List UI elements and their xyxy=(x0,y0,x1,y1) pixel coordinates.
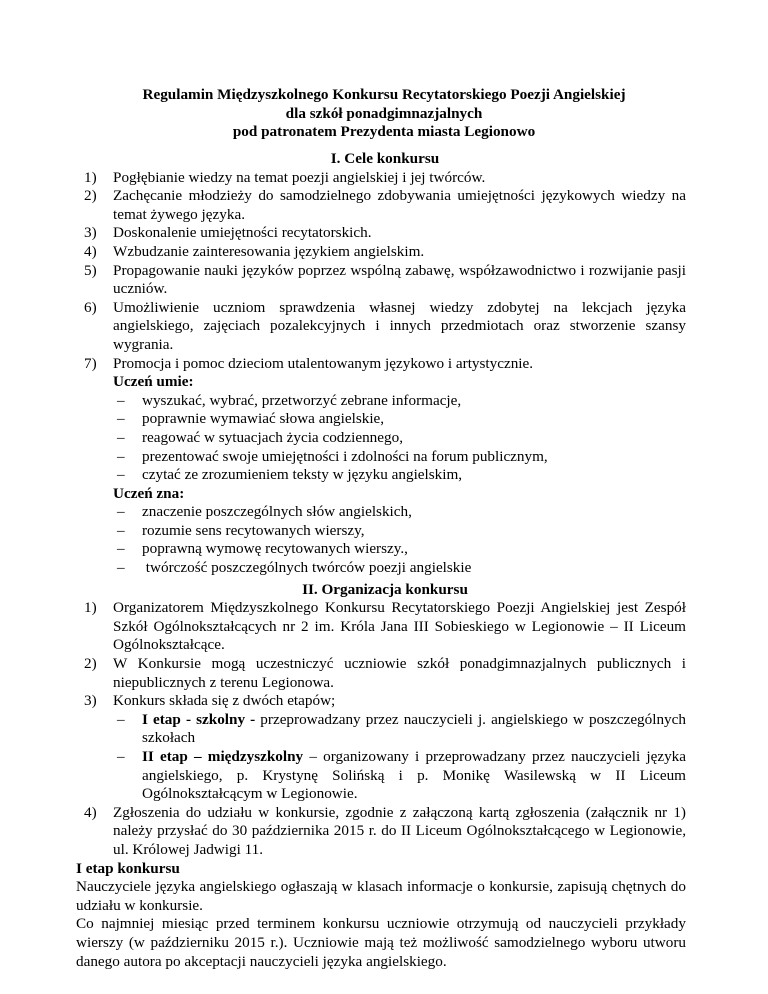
list-item-text: rozumie sens recytowanych wierszy, xyxy=(142,521,365,539)
organization-item xyxy=(84,804,686,860)
skills-list xyxy=(113,392,686,485)
item-text: Konkurs składa się z dwóch etapów; xyxy=(113,692,336,710)
organization-list xyxy=(84,599,686,859)
goal-item xyxy=(84,187,686,224)
stage-1-label: I etap - szkolny - xyxy=(142,710,256,728)
list-item-text: wyszukać, wybrać, przetworzyć zebrane informacje, xyxy=(142,391,462,409)
stage-item xyxy=(113,748,686,804)
item-text: Umożliwienie uczniom sprawdzenia własnej wiedzy zdobytej na lekcjach języka angielskiego, zajęciach pozalekcyjnych i innych przedmiotach oraz stworzenie szansy wygrania. xyxy=(113,298,686,353)
dash-bullet: – xyxy=(117,559,125,577)
document-title xyxy=(80,86,688,142)
item-number: 7) xyxy=(84,354,97,372)
section-heading-organization: II. Organizacja konkursu xyxy=(302,580,468,598)
dash-bullet: – xyxy=(117,521,125,539)
list-item xyxy=(113,559,686,578)
dash-bullet: – xyxy=(117,428,125,446)
list-item-text: reagować w sytuacjach życia codziennego, xyxy=(142,428,404,446)
list-item-text: twórczość poszczególnych twórców poezji angielskie xyxy=(142,559,472,577)
dash-bullet: – xyxy=(117,540,125,558)
dash-bullet: – xyxy=(117,710,125,728)
item-number: 2) xyxy=(84,187,97,205)
item-number: 3) xyxy=(84,224,97,242)
dash-bullet: – xyxy=(117,748,125,765)
stage-item xyxy=(113,711,686,748)
dash-bullet: – xyxy=(117,391,125,409)
item-text: Zachęcanie młodzieży do samodzielnego zdobywania umiejętności językowych wiedzy na temat żywego języka. xyxy=(113,187,686,223)
item-text: Promocja i pomoc dzieciom utalentowanym językowo i artystycznie. xyxy=(113,354,534,372)
item-text: Pogłębianie wiedzy na temat poezji angielskiej i jej twórców. xyxy=(113,168,486,186)
stage-1-paragraph-1: Nauczyciele języka angielskiego ogłaszają w klasach informacje o konkursie, zapisują chętnych do udziału w konkursie. xyxy=(76,878,686,914)
goal-item xyxy=(84,299,686,355)
list-item xyxy=(113,392,686,411)
item-number: 1) xyxy=(84,168,97,186)
stage-1-heading: I etap konkursu xyxy=(76,859,180,877)
item-number: 4) xyxy=(84,803,97,821)
item-number: 6) xyxy=(84,298,97,316)
stage-2-label: II etap – międzyszkolny xyxy=(142,748,304,765)
section-heading-goals: I. Cele konkursu xyxy=(330,150,440,167)
list-item xyxy=(113,503,686,522)
list-item-text: czytać ze zrozumieniem teksty w języku angielskim, xyxy=(142,466,463,484)
stage-2-text: – organizowany i przeprowadzany przez nauczycieli języka angielskiego, p. Krystynę Solińską i p. Monikę Wasilewską w II Liceum Ogólnokształcącym w Legionowie. xyxy=(142,748,686,803)
goal-item xyxy=(84,355,686,374)
knowledge-label: Uczeń zna: xyxy=(113,484,185,502)
list-item xyxy=(113,522,686,541)
organization-item xyxy=(84,655,686,692)
list-item-text: prezentować swoje umiejętności i zdolności na forum publicznym, xyxy=(142,447,548,465)
item-text: Propagowanie nauki języków poprzez wspólną zabawę, współzawodnictwo i rozwijanie pasji uczniów. xyxy=(113,261,686,298)
item-text: Organizatorem Międzyszkolnego Konkursu Recytatorskiego Poezji Angielskiej jest Zespół Szkół Ogólnokształcących nr 2 im. Króla Jana III Sobieskiego w Legionowie – II Liceum Ogólnokształcące. xyxy=(113,599,686,654)
title-line-3: pod patronatem Prezydenta miasta Legionowo xyxy=(232,123,536,141)
item-number: 3) xyxy=(84,692,97,710)
list-item-text: znaczenie poszczególnych słów angielskich, xyxy=(142,503,412,521)
list-item xyxy=(113,410,686,429)
title-line-2: dla szkół ponadgimnazjalnych xyxy=(285,104,483,122)
goals-list xyxy=(84,169,686,374)
stage-1-paragraph-2: Co najmniej miesiąc przed terminem konkursu uczniowie otrzymują od nauczycieli przykłady wierszy (w październiku 2015 r.). Uczniowie mają też możliwość samodzielnego wyboru utworu danego autora po akceptacji nauczycieli języka angielskiego. xyxy=(76,915,686,970)
dash-bullet: – xyxy=(117,503,125,521)
goal-item xyxy=(84,243,686,262)
list-item-text: poprawnie wymawiać słowa angielskie, xyxy=(142,410,385,428)
list-item xyxy=(113,466,686,485)
dash-bullet: – xyxy=(117,447,125,465)
item-text: W Konkursie mogą uczestniczyć uczniowie szkół ponadgimnazjalnych publicznych i niepublicznych z terenu Legionowa. xyxy=(113,655,686,691)
item-number: 2) xyxy=(84,655,97,673)
document-body xyxy=(76,150,686,971)
skills-block xyxy=(84,373,686,578)
item-text: Wzbudzanie zainteresowania językiem angielskim. xyxy=(113,242,425,260)
item-text: Doskonalenie umiejętności recytatorskich. xyxy=(113,224,372,242)
goal-item xyxy=(84,224,686,243)
item-number: 1) xyxy=(84,599,97,617)
dash-bullet: – xyxy=(117,410,125,428)
stage-1-text: przeprowadzany przez nauczycieli j. angielskiego w poszczególnych szkołach xyxy=(142,710,686,747)
list-item xyxy=(113,448,686,467)
list-item-text: poprawną wymowę recytowanych wierszy., xyxy=(142,540,408,558)
goal-item xyxy=(84,262,686,299)
item-number: 4) xyxy=(84,242,97,260)
list-item xyxy=(113,429,686,448)
title-line-1: Regulamin Międzyszkolnego Konkursu Recytatorskiego Poezji Angielskiej xyxy=(142,86,626,103)
organization-item xyxy=(84,599,686,655)
organization-item xyxy=(84,692,686,804)
dash-bullet: – xyxy=(117,466,125,484)
skills-label: Uczeń umie: xyxy=(113,373,194,391)
knowledge-list xyxy=(113,503,686,577)
list-item xyxy=(113,540,686,559)
item-text: Zgłoszenia do udziału w konkursie, zgodnie z załączoną kartą zgłoszenia (załącznik nr 1) należy przysłać do 30 października 2015 r. do II Liceum Ogólnokształcącego w Legionowie, ul. Królowej Jadwigi 11. xyxy=(113,803,686,858)
item-number: 5) xyxy=(84,261,97,279)
goal-item xyxy=(84,169,686,188)
stages-list xyxy=(113,711,686,804)
